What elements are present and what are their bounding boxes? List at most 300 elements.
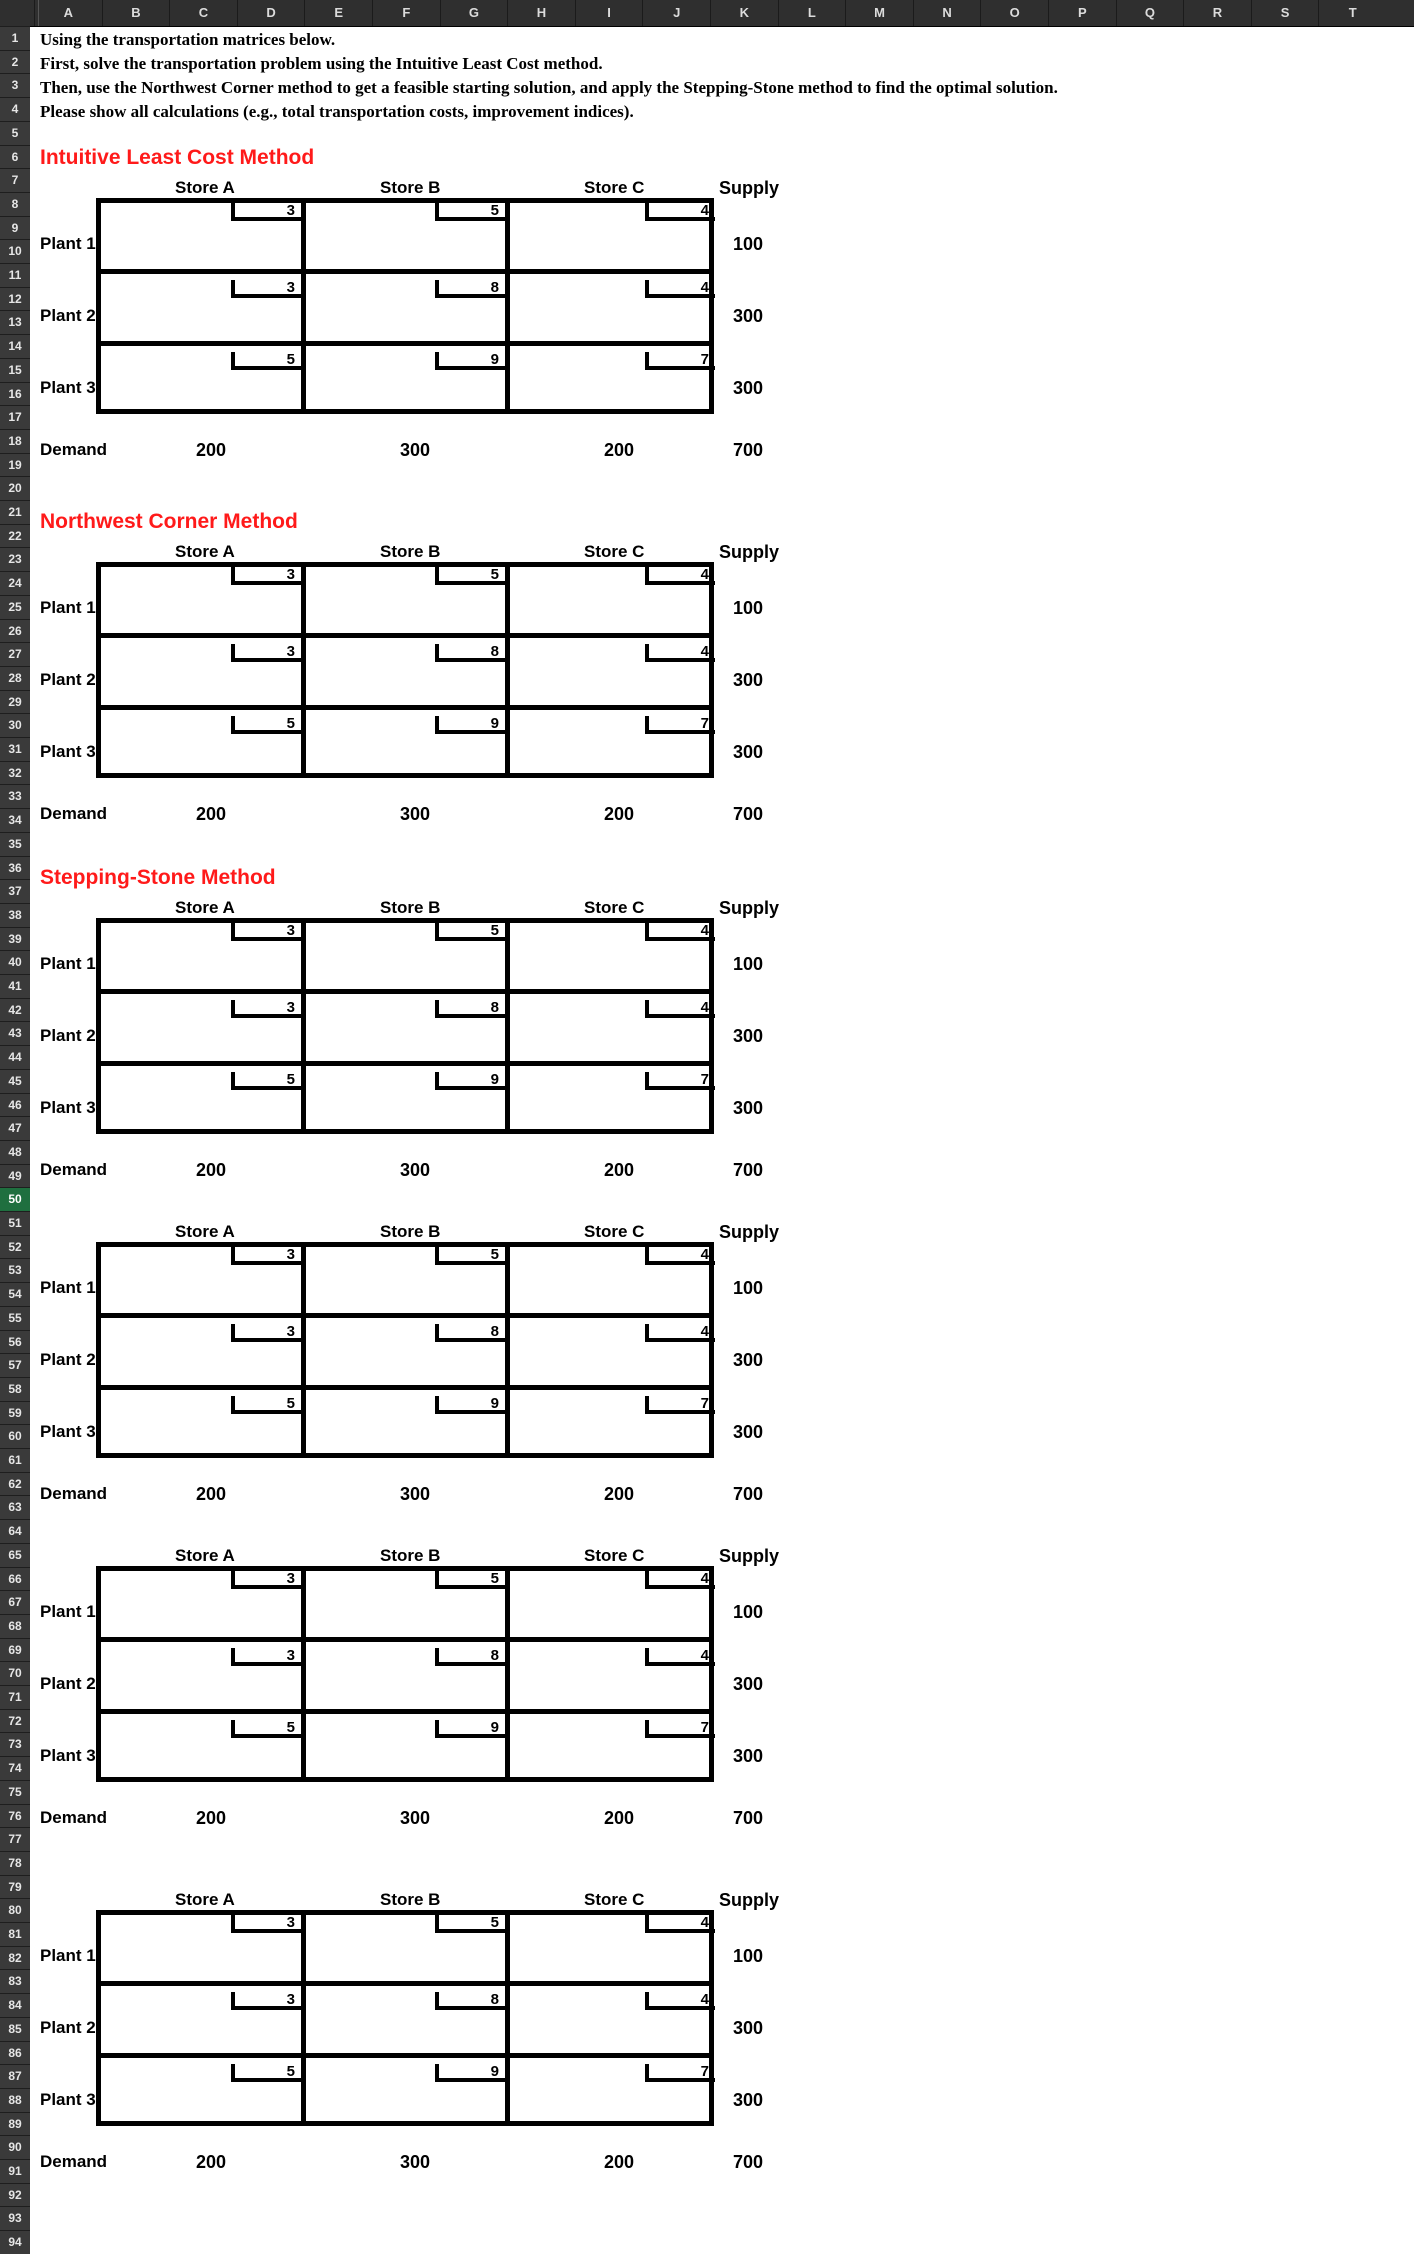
row-header-43[interactable]: 43: [0, 1021, 30, 1045]
row-header-6[interactable]: 6: [0, 145, 30, 169]
unit-cost-box: 4: [645, 1648, 715, 1666]
unit-cost-box: 8: [435, 280, 505, 298]
allocation-cell[interactable]: [101, 1000, 301, 1066]
row-header-84[interactable]: 84: [0, 1993, 30, 2017]
allocation-cell[interactable]: [514, 567, 715, 633]
row-header-11[interactable]: 11: [0, 263, 30, 287]
transportation-matrix-3: [0, 898, 900, 1198]
total-value: 700: [733, 2152, 764, 2172]
allocation-cell[interactable]: [310, 1992, 505, 2058]
row-header-80[interactable]: 80: [0, 1898, 30, 1922]
column-header-G[interactable]: G: [440, 0, 508, 26]
row-header-86[interactable]: 86: [0, 2041, 30, 2065]
allocation-cell[interactable]: [514, 1915, 715, 1981]
total-value: 700: [733, 440, 764, 460]
row-header-14[interactable]: 14: [0, 334, 30, 358]
allocation-cell[interactable]: [514, 923, 715, 989]
row-header-35[interactable]: 35: [0, 832, 30, 856]
grid-divider: [101, 269, 709, 274]
unit-cost-box: 4: [645, 1992, 715, 2010]
unit-cost-box: 9: [435, 1072, 505, 1090]
unit-cost-box: 4: [645, 923, 715, 941]
allocation-cell[interactable]: [101, 1072, 301, 1138]
supply-label: Supply: [719, 542, 780, 562]
column-header-B[interactable]: B: [102, 0, 170, 26]
instruction-line-1: Using the transportation matrices below.: [40, 30, 336, 49]
row-header-48[interactable]: 48: [0, 1140, 30, 1164]
row-header-58[interactable]: 58: [0, 1377, 30, 1401]
unit-cost-box: 3: [231, 1648, 301, 1666]
demand-value: 200: [196, 804, 227, 824]
row-header-90[interactable]: 90: [0, 2135, 30, 2159]
plant-label: Plant 3: [40, 378, 96, 397]
demand-value: 300: [400, 1160, 431, 1180]
column-header-Q[interactable]: Q: [1116, 0, 1184, 26]
grid-divider: [505, 1247, 510, 1453]
row-header-51[interactable]: 51: [0, 1211, 30, 1235]
plant-label: Plant 2: [40, 1026, 96, 1045]
transportation-matrix-4: [0, 1222, 900, 1522]
demand-value: 200: [604, 1484, 635, 1504]
row-header-53[interactable]: 53: [0, 1258, 30, 1282]
unit-cost-box: 5: [435, 923, 505, 941]
unit-cost-box: 4: [645, 1324, 715, 1342]
supply-label: Supply: [719, 1890, 780, 1910]
allocation-cell[interactable]: [310, 1648, 505, 1714]
supply-value: 100: [733, 1602, 764, 1622]
row-header-73[interactable]: 73: [0, 1732, 30, 1756]
unit-cost-box: 4: [645, 1915, 715, 1933]
unit-cost-box: 5: [231, 2064, 301, 2082]
row-header-83[interactable]: 83: [0, 1969, 30, 1993]
allocation-cell[interactable]: [101, 1648, 301, 1714]
row-header-46[interactable]: 46: [0, 1093, 30, 1117]
allocation-cell[interactable]: [514, 644, 715, 710]
grid-divider: [505, 923, 510, 1129]
matrix-grid: [96, 918, 714, 1134]
allocation-cell[interactable]: [310, 1571, 505, 1637]
column-header-D[interactable]: D: [237, 0, 305, 26]
row-header-17[interactable]: 17: [0, 405, 30, 429]
allocation-cell[interactable]: [101, 1396, 301, 1462]
supply-value: 300: [733, 1098, 764, 1118]
unit-cost-box: 9: [435, 1720, 505, 1738]
row-header-32[interactable]: 32: [0, 761, 30, 785]
allocation-cell[interactable]: [310, 1720, 505, 1786]
store-label: Store C: [584, 542, 645, 561]
supply-value: 300: [733, 2018, 764, 2038]
total-value: 700: [733, 804, 764, 824]
row-header-31[interactable]: 31: [0, 737, 30, 761]
row-header-70[interactable]: 70: [0, 1661, 30, 1685]
row-header-74[interactable]: 74: [0, 1756, 30, 1780]
unit-cost-box: 8: [435, 644, 505, 662]
matrix-grid: [96, 198, 714, 414]
row-header-87[interactable]: 87: [0, 2064, 30, 2088]
row-header-23[interactable]: 23: [0, 547, 30, 571]
unit-cost-box: 4: [645, 1571, 715, 1589]
unit-cost-box: 8: [435, 1648, 505, 1666]
row-header-30[interactable]: 30: [0, 713, 30, 737]
allocation-cell[interactable]: [310, 716, 505, 782]
unit-cost-box: 4: [645, 567, 715, 585]
row-header-56[interactable]: 56: [0, 1330, 30, 1354]
plant-label: Plant 2: [40, 306, 96, 325]
plant-label: Plant 1: [40, 954, 96, 973]
store-label: Store B: [380, 1890, 441, 1909]
row-header-49[interactable]: 49: [0, 1164, 30, 1188]
row-header-64[interactable]: 64: [0, 1519, 30, 1543]
unit-cost-box: 3: [231, 1000, 301, 1018]
demand-value: 200: [196, 440, 227, 460]
row-header-72[interactable]: 72: [0, 1709, 30, 1733]
allocation-cell[interactable]: [101, 1992, 301, 2058]
row-header-9[interactable]: 9: [0, 216, 30, 240]
row-header-67[interactable]: 67: [0, 1590, 30, 1614]
plant-label: Plant 2: [40, 1350, 96, 1369]
column-header-O[interactable]: O: [980, 0, 1048, 26]
row-header-24[interactable]: 24: [0, 571, 30, 595]
row-header-42[interactable]: 42: [0, 998, 30, 1022]
row-header-20[interactable]: 20: [0, 476, 30, 500]
grid-divider: [301, 1915, 306, 2121]
allocation-cell[interactable]: [514, 1247, 715, 1313]
allocation-cell[interactable]: [310, 1000, 505, 1066]
demand-value: 200: [604, 440, 635, 460]
unit-cost-box: 3: [231, 1915, 301, 1933]
unit-cost-box: 7: [645, 1396, 715, 1414]
demand-value: 300: [400, 804, 431, 824]
column-header-T[interactable]: T: [1318, 0, 1386, 26]
allocation-cell[interactable]: [101, 2064, 301, 2130]
unit-cost-box: 5: [231, 1396, 301, 1414]
row-header-19[interactable]: 19: [0, 453, 30, 477]
row-header-27[interactable]: 27: [0, 642, 30, 666]
row-header-44[interactable]: 44: [0, 1045, 30, 1069]
store-label: Store A: [175, 542, 235, 561]
column-header-J[interactable]: J: [642, 0, 710, 26]
row-header-89[interactable]: 89: [0, 2112, 30, 2136]
column-header-M[interactable]: M: [845, 0, 913, 26]
column-header-R[interactable]: R: [1183, 0, 1251, 26]
row-header-78[interactable]: 78: [0, 1851, 30, 1875]
row-header-28[interactable]: 28: [0, 666, 30, 690]
demand-label: Demand: [40, 1160, 108, 1179]
plant-label: Plant 3: [40, 1098, 96, 1117]
allocation-cell[interactable]: [101, 644, 301, 710]
store-label: Store B: [380, 178, 441, 197]
plant-label: Plant 1: [40, 1602, 96, 1621]
column-header-bar: [0, 0, 1414, 27]
matrix-grid: [96, 1566, 714, 1782]
allocation-cell[interactable]: [310, 203, 505, 269]
demand-label: Demand: [40, 440, 108, 459]
row-header-61[interactable]: 61: [0, 1448, 30, 1472]
supply-value: 300: [733, 306, 764, 326]
allocation-cell[interactable]: [514, 1324, 715, 1390]
plant-label: Plant 3: [40, 1422, 96, 1441]
unit-cost-box: 3: [231, 1324, 301, 1342]
row-header-29[interactable]: 29: [0, 690, 30, 714]
allocation-cell[interactable]: [514, 1648, 715, 1714]
total-value: 700: [733, 1808, 764, 1828]
row-header-63[interactable]: 63: [0, 1495, 30, 1519]
matrix-grid: [96, 1910, 714, 2126]
grid-divider: [101, 989, 709, 994]
row-header-68[interactable]: 68: [0, 1614, 30, 1638]
supply-value: 100: [733, 234, 764, 254]
supply-value: 100: [733, 1946, 764, 1966]
column-header-N[interactable]: N: [913, 0, 981, 26]
supply-value: 100: [733, 1278, 764, 1298]
unit-cost-box: 5: [435, 567, 505, 585]
demand-value: 300: [400, 2152, 431, 2172]
allocation-cell[interactable]: [310, 923, 505, 989]
allocation-cell[interactable]: [101, 1324, 301, 1390]
row-header-55[interactable]: 55: [0, 1306, 30, 1330]
allocation-cell[interactable]: [310, 1072, 505, 1138]
allocation-cell[interactable]: [101, 1915, 301, 1981]
unit-cost-box: 5: [435, 1247, 505, 1265]
allocation-cell[interactable]: [514, 1072, 715, 1138]
allocation-cell[interactable]: [310, 352, 505, 418]
demand-value: 300: [400, 440, 431, 460]
section-title-1: Intuitive Least Cost Method: [40, 146, 315, 169]
row-header-40[interactable]: 40: [0, 950, 30, 974]
allocation-cell[interactable]: [310, 280, 505, 346]
unit-cost-box: 5: [231, 352, 301, 370]
row-header-50[interactable]: 50: [0, 1187, 30, 1211]
store-label: Store C: [584, 1222, 645, 1241]
supply-value: 300: [733, 1674, 764, 1694]
row-header-54[interactable]: 54: [0, 1282, 30, 1306]
row-header-59[interactable]: 59: [0, 1401, 30, 1425]
grid-divider: [301, 1247, 306, 1453]
demand-label: Demand: [40, 1484, 108, 1503]
allocation-cell[interactable]: [514, 2064, 715, 2130]
row-header-22[interactable]: 22: [0, 524, 30, 548]
store-label: Store B: [380, 542, 441, 561]
unit-cost-box: 7: [645, 1072, 715, 1090]
section-title-3: Stepping-Stone Method: [40, 866, 276, 889]
supply-label: Supply: [719, 1222, 780, 1242]
row-header-8[interactable]: 8: [0, 192, 30, 216]
column-header-A[interactable]: A: [34, 0, 102, 26]
plant-label: Plant 3: [40, 1746, 96, 1765]
allocation-cell[interactable]: [310, 567, 505, 633]
unit-cost-box: 4: [645, 280, 715, 298]
row-header-18[interactable]: 18: [0, 429, 30, 453]
unit-cost-box: 7: [645, 1720, 715, 1738]
column-header-S[interactable]: S: [1251, 0, 1319, 26]
row-header-47[interactable]: 47: [0, 1116, 30, 1140]
allocation-cell[interactable]: [514, 716, 715, 782]
demand-value: 200: [196, 2152, 227, 2172]
row-header-52[interactable]: 52: [0, 1235, 30, 1259]
instruction-line-3: Then, use the Northwest Corner method to get a feasible starting solution, and apply the Stepping-Stone method to find the optimal solution.: [40, 78, 1058, 97]
row-header-25[interactable]: 25: [0, 595, 30, 619]
row-header-16[interactable]: 16: [0, 382, 30, 406]
demand-value: 200: [604, 804, 635, 824]
row-header-39[interactable]: 39: [0, 927, 30, 951]
demand-label: Demand: [40, 804, 108, 823]
row-header-13[interactable]: 13: [0, 310, 30, 334]
allocation-cell[interactable]: [514, 1720, 715, 1786]
allocation-cell[interactable]: [310, 1915, 505, 1981]
grid-divider: [301, 923, 306, 1129]
allocation-cell[interactable]: [101, 923, 301, 989]
allocation-cell[interactable]: [101, 1720, 301, 1786]
row-header-81[interactable]: 81: [0, 1922, 30, 1946]
allocation-cell[interactable]: [514, 203, 715, 269]
transportation-matrix-1: [0, 178, 900, 478]
total-value: 700: [733, 1484, 764, 1504]
row-header-91[interactable]: 91: [0, 2159, 30, 2183]
row-header-88[interactable]: 88: [0, 2088, 30, 2112]
supply-value: 300: [733, 742, 764, 762]
grid-divider: [505, 1915, 510, 2121]
plant-label: Plant 2: [40, 670, 96, 689]
column-header-H[interactable]: H: [507, 0, 575, 26]
allocation-cell[interactable]: [101, 716, 301, 782]
unit-cost-box: 5: [231, 1072, 301, 1090]
column-header-C[interactable]: C: [169, 0, 237, 26]
allocation-cell[interactable]: [310, 644, 505, 710]
instruction-line-4: Please show all calculations (e.g., total transportation costs, improvement indices).: [40, 102, 634, 121]
row-header-60[interactable]: 60: [0, 1424, 30, 1448]
row-header-7[interactable]: 7: [0, 168, 30, 192]
store-label: Store C: [584, 178, 645, 197]
row-header-38[interactable]: 38: [0, 903, 30, 927]
demand-value: 300: [400, 1808, 431, 1828]
row-header-77[interactable]: 77: [0, 1827, 30, 1851]
allocation-cell[interactable]: [310, 2064, 505, 2130]
row-header-21[interactable]: 21: [0, 500, 30, 524]
row-header-69[interactable]: 69: [0, 1638, 30, 1662]
grid-divider: [101, 1637, 709, 1642]
row-header-33[interactable]: 33: [0, 784, 30, 808]
row-header-1[interactable]: 1: [0, 26, 30, 50]
row-header-65[interactable]: 65: [0, 1543, 30, 1567]
unit-cost-box: 3: [231, 567, 301, 585]
unit-cost-box: 9: [435, 352, 505, 370]
unit-cost-box: 8: [435, 1324, 505, 1342]
column-header-E[interactable]: E: [304, 0, 372, 26]
plant-label: Plant 3: [40, 2090, 96, 2109]
allocation-cell[interactable]: [514, 1571, 715, 1637]
store-label: Store A: [175, 1222, 235, 1241]
unit-cost-box: 7: [645, 2064, 715, 2082]
allocation-cell[interactable]: [514, 1992, 715, 2058]
row-header-85[interactable]: 85: [0, 2017, 30, 2041]
row-header-26[interactable]: 26: [0, 619, 30, 643]
store-label: Store A: [175, 1546, 235, 1565]
row-header-34[interactable]: 34: [0, 808, 30, 832]
row-header-66[interactable]: 66: [0, 1567, 30, 1591]
section-title-2: Northwest Corner Method: [40, 510, 298, 533]
row-header-10[interactable]: 10: [0, 239, 30, 263]
store-label: Store A: [175, 178, 235, 197]
allocation-cell[interactable]: [514, 280, 715, 346]
row-header-3[interactable]: 3: [0, 73, 30, 97]
demand-value: 200: [604, 1808, 635, 1828]
allocation-cell[interactable]: [514, 1396, 715, 1462]
allocation-cell[interactable]: [310, 1396, 505, 1462]
allocation-cell[interactable]: [514, 1000, 715, 1066]
row-header-79[interactable]: 79: [0, 1875, 30, 1899]
row-header-93[interactable]: 93: [0, 2206, 30, 2230]
grid-divider: [301, 567, 306, 773]
allocation-cell[interactable]: [101, 203, 301, 269]
row-header-71[interactable]: 71: [0, 1685, 30, 1709]
row-header-76[interactable]: 76: [0, 1804, 30, 1828]
unit-cost-box: 5: [435, 203, 505, 221]
allocation-cell[interactable]: [101, 1571, 301, 1637]
row-header-41[interactable]: 41: [0, 974, 30, 998]
grid-divider: [301, 1571, 306, 1777]
unit-cost-box: 3: [231, 644, 301, 662]
row-header-37[interactable]: 37: [0, 879, 30, 903]
row-header-4[interactable]: 4: [0, 97, 30, 121]
allocation-cell[interactable]: [101, 567, 301, 633]
unit-cost-box: 3: [231, 1571, 301, 1589]
unit-cost-box: 3: [231, 1247, 301, 1265]
plant-label: Plant 1: [40, 1946, 96, 1965]
supply-value: 300: [733, 1746, 764, 1766]
row-header-2[interactable]: 2: [0, 50, 30, 74]
allocation-cell[interactable]: [101, 352, 301, 418]
row-header-12[interactable]: 12: [0, 287, 30, 311]
column-header-P[interactable]: P: [1048, 0, 1116, 26]
supply-value: 300: [733, 378, 764, 398]
row-header-5[interactable]: 5: [0, 121, 30, 145]
supply-label: Supply: [719, 898, 780, 918]
transportation-matrix-5: [0, 1546, 900, 1846]
allocation-cell[interactable]: [101, 280, 301, 346]
column-header-K[interactable]: K: [710, 0, 778, 26]
row-header-92[interactable]: 92: [0, 2183, 30, 2207]
row-header-45[interactable]: 45: [0, 1069, 30, 1093]
allocation-cell[interactable]: [310, 1247, 505, 1313]
store-label: Store C: [584, 1890, 645, 1909]
column-header-F[interactable]: F: [372, 0, 440, 26]
row-header-75[interactable]: 75: [0, 1780, 30, 1804]
supply-value: 100: [733, 598, 764, 618]
matrix-grid: [96, 562, 714, 778]
column-header-I[interactable]: I: [575, 0, 643, 26]
unit-cost-box: 3: [231, 280, 301, 298]
unit-cost-box: 4: [645, 1000, 715, 1018]
allocation-cell[interactable]: [514, 352, 715, 418]
column-header-L[interactable]: L: [778, 0, 846, 26]
unit-cost-box: 5: [435, 1571, 505, 1589]
row-header-57[interactable]: 57: [0, 1353, 30, 1377]
plant-label: Plant 3: [40, 742, 96, 761]
row-header-15[interactable]: 15: [0, 358, 30, 382]
row-header-82[interactable]: 82: [0, 1946, 30, 1970]
grid-divider: [505, 567, 510, 773]
demand-value: 200: [604, 2152, 635, 2172]
supply-value: 100: [733, 954, 764, 974]
row-header-36[interactable]: 36: [0, 856, 30, 880]
store-label: Store B: [380, 1222, 441, 1241]
allocation-cell[interactable]: [310, 1324, 505, 1390]
supply-value: 300: [733, 670, 764, 690]
row-header-62[interactable]: 62: [0, 1472, 30, 1496]
row-header-94[interactable]: 94: [0, 2230, 30, 2254]
unit-cost-box: 7: [645, 352, 715, 370]
allocation-cell[interactable]: [101, 1247, 301, 1313]
